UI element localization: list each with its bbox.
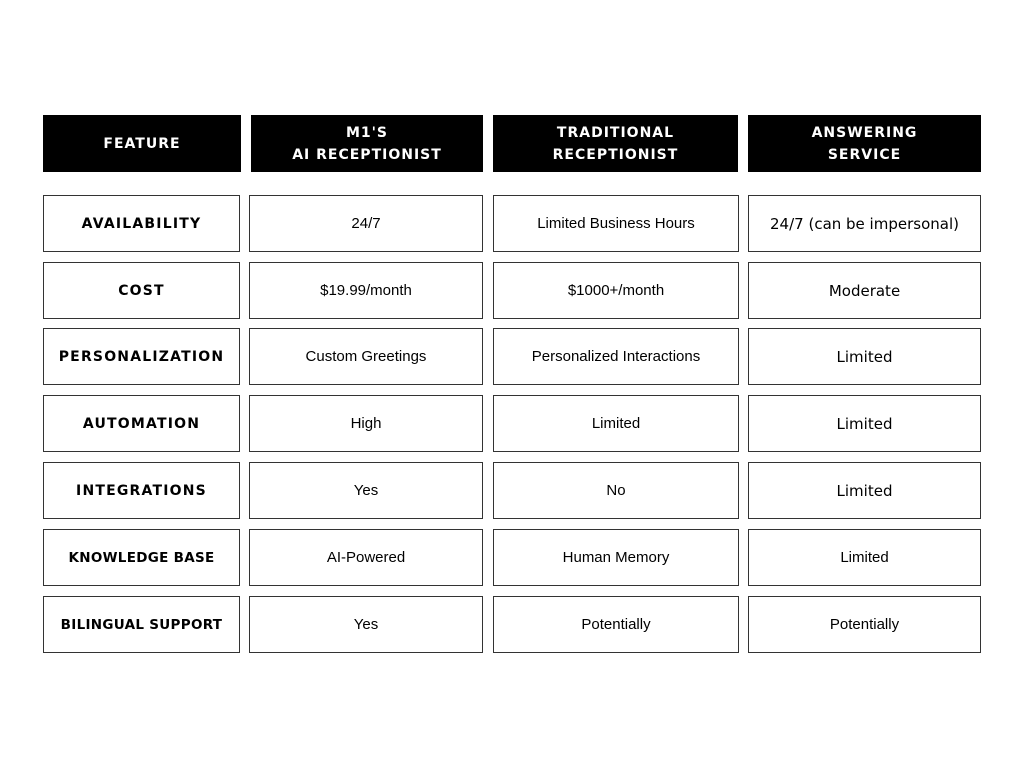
answering-cell-personalization: Limited [748, 328, 981, 385]
answering-cell-automation: Limited [748, 395, 981, 452]
header-answering-line-2: SERVICE [827, 146, 902, 163]
feature-cell-cost: COST [43, 262, 240, 319]
m1-cell-knowledge-base: AI-Powered [249, 529, 483, 586]
traditional-cell-bilingual-support: Potentially [493, 596, 739, 653]
feature-cell-availability: AVAILABILITY [43, 195, 240, 252]
traditional-cell-cost: $1000+/month [493, 262, 739, 319]
header-traditional-receptionist [493, 115, 738, 172]
answering-cell-bilingual-support: Potentially [748, 596, 981, 653]
traditional-cell-automation: Limited [493, 395, 739, 452]
traditional-cell-availability: Limited Business Hours [493, 195, 739, 252]
m1-cell-availability: 24/7 [249, 195, 483, 252]
feature-cell-automation: AUTOMATION [43, 395, 240, 452]
header-traditional-line-1: TRADITIONAL [556, 124, 675, 141]
m1-cell-integrations: Yes [249, 462, 483, 519]
m1-cell-cost: $19.99/month [249, 262, 483, 319]
traditional-cell-integrations: No [493, 462, 739, 519]
feature-cell-knowledge-base: KNOWLEDGE BASE [43, 529, 240, 586]
feature-cell-bilingual-support: BILINGUAL SUPPORT [43, 596, 240, 653]
header-traditional-line-2: RECEPTIONIST [552, 146, 679, 163]
header-feature-line-1: FEATURE [103, 135, 181, 152]
m1-cell-personalization: Custom Greetings [249, 328, 483, 385]
traditional-cell-personalization: Personalized Interactions [493, 328, 739, 385]
header-answering-line-1: ANSWERING [811, 124, 918, 141]
m1-cell-bilingual-support: Yes [249, 596, 483, 653]
header-m1-line-1: M1'S [345, 124, 389, 141]
answering-cell-integrations: Limited [748, 462, 981, 519]
answering-cell-availability: 24/7 (can be impersonal) [748, 195, 981, 252]
header-feature [43, 115, 241, 172]
feature-cell-integrations: INTEGRATIONS [43, 462, 240, 519]
header-m1-line-2: AI RECEPTIONIST [292, 146, 442, 163]
header-m1-ai-receptionist [251, 115, 483, 172]
traditional-cell-knowledge-base: Human Memory [493, 529, 739, 586]
answering-cell-knowledge-base: Limited [748, 529, 981, 586]
header-answering-service [748, 115, 981, 172]
m1-cell-automation: High [249, 395, 483, 452]
feature-cell-personalization: PERSONALIZATION [43, 328, 240, 385]
answering-cell-cost: Moderate [748, 262, 981, 319]
